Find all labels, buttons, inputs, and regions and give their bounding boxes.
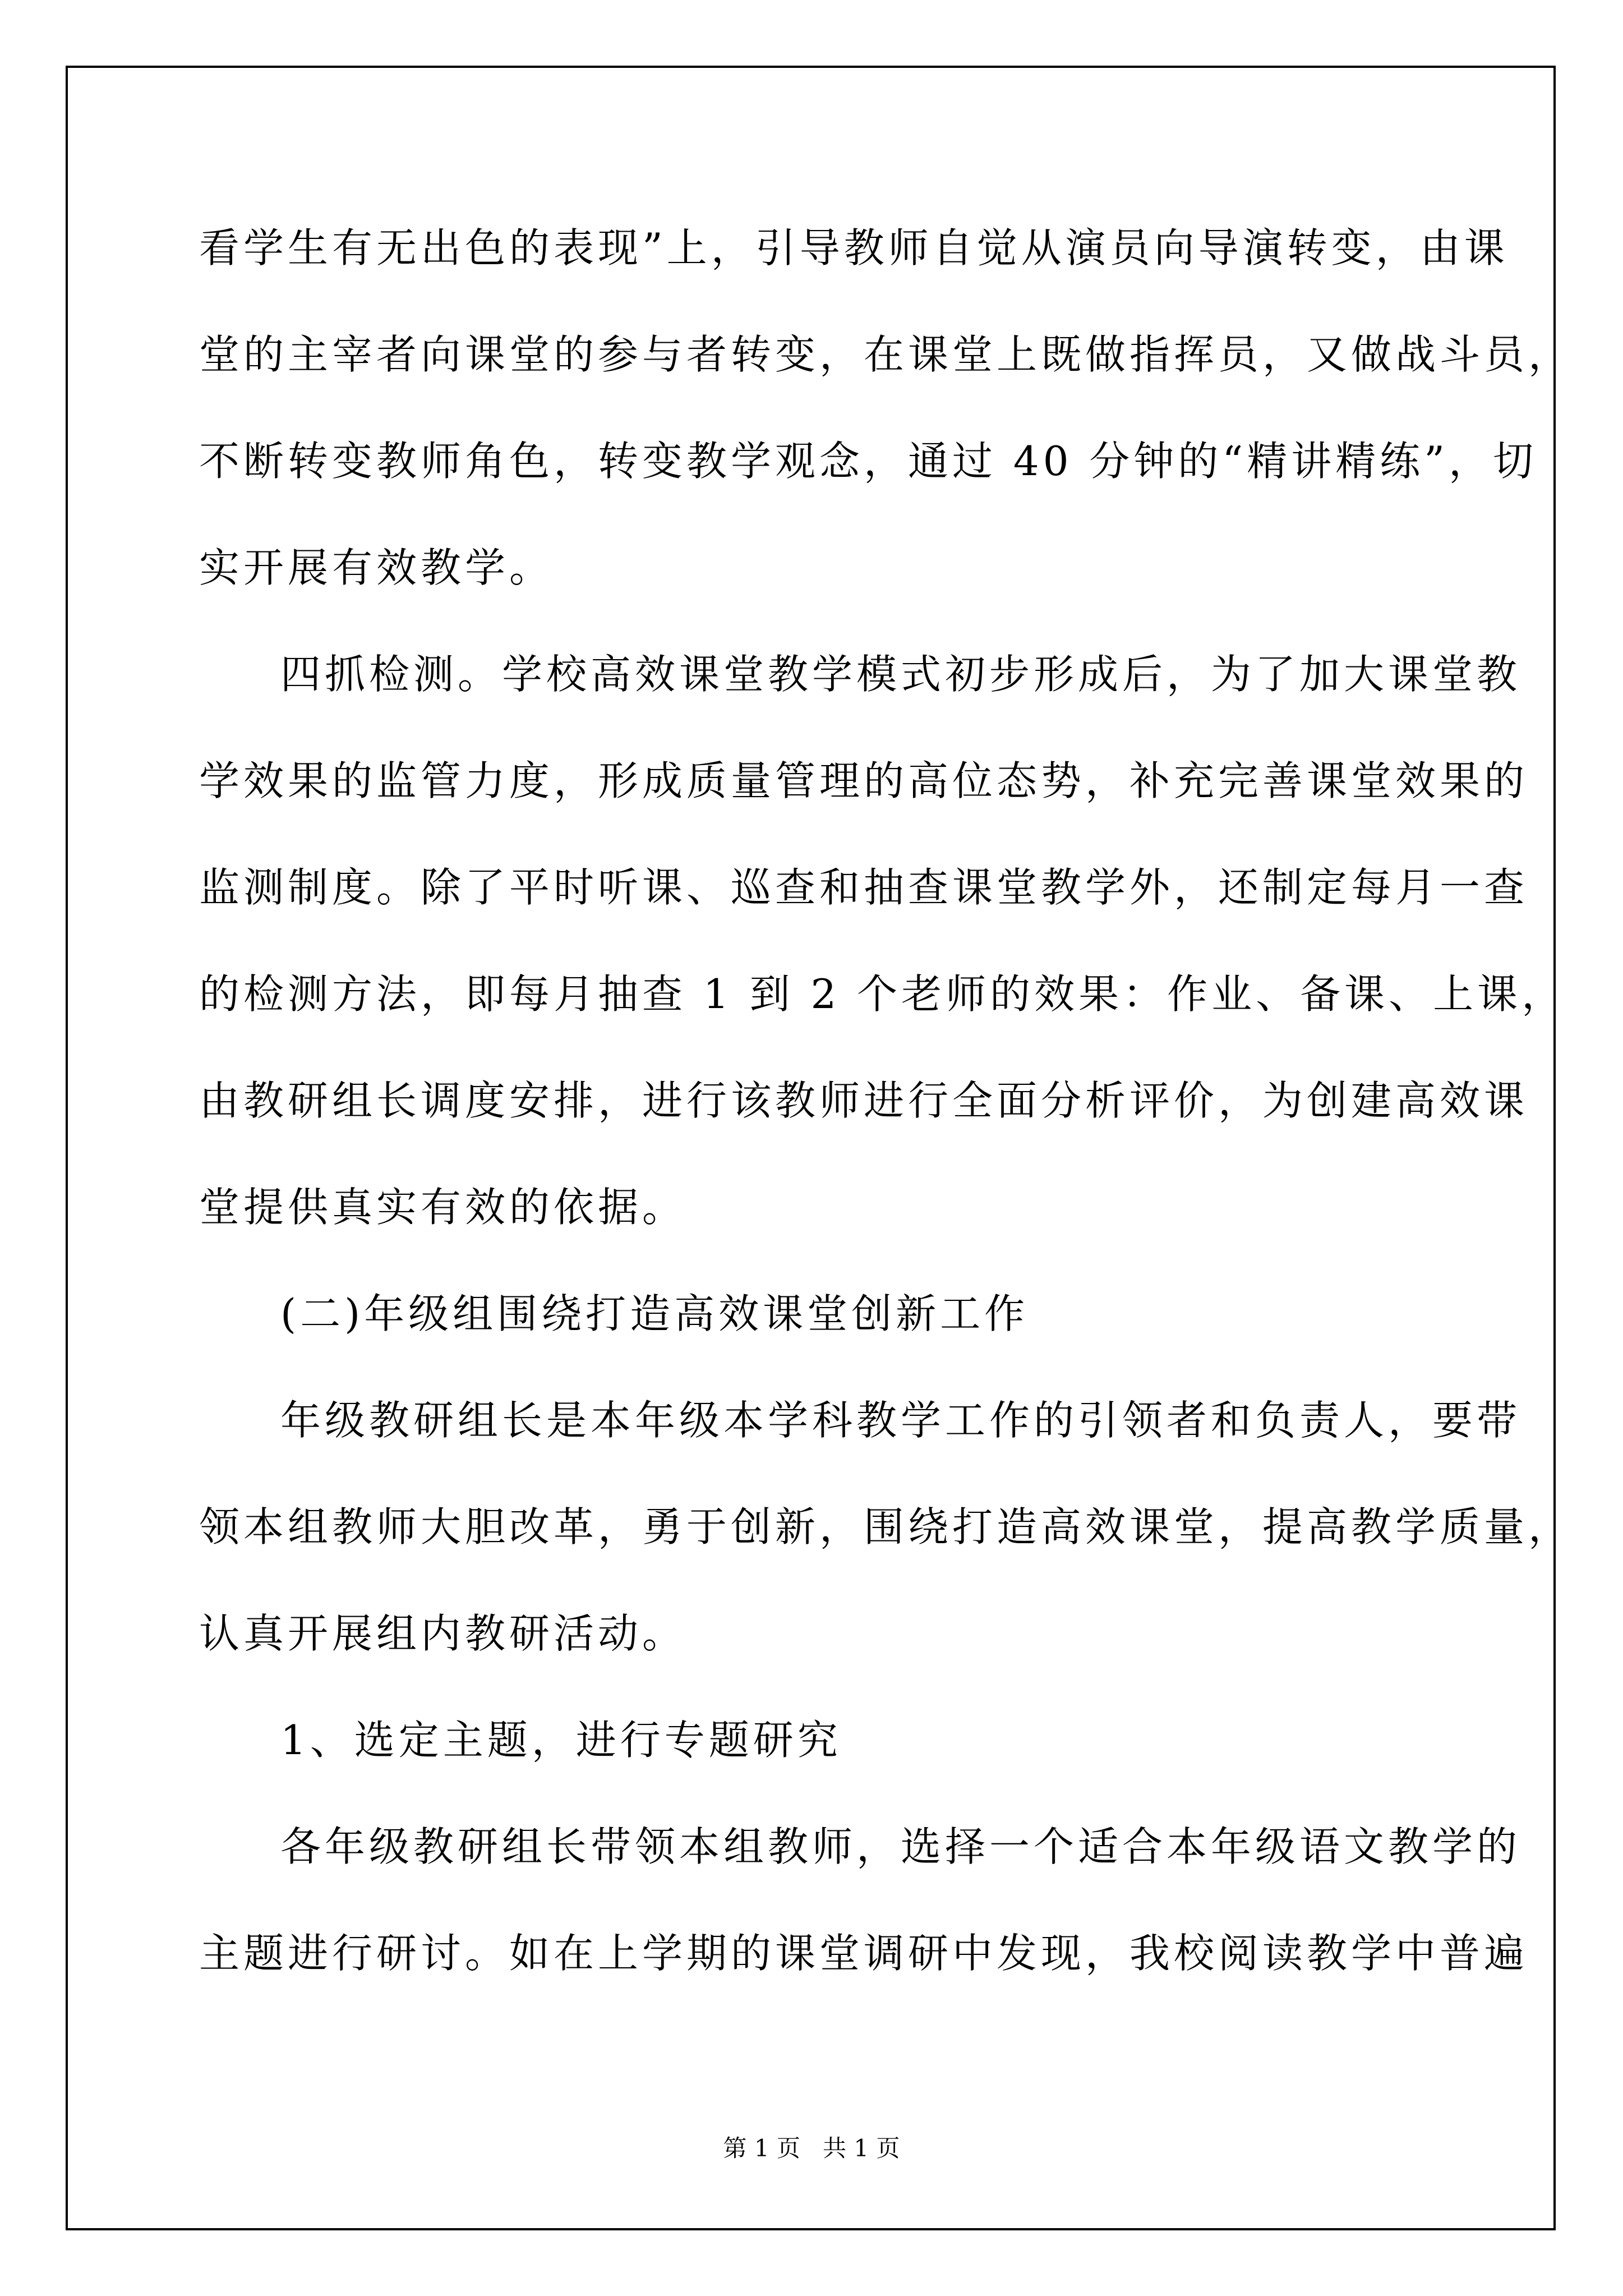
text-line-2: 堂的主宰者向课堂的参与者转变，在课堂上既做指挥员，又做战斗员， <box>199 331 1573 378</box>
text-line-4: 实开展有效教学。 <box>199 544 554 591</box>
text-line-7: 监测制度。除了平时听课、巡查和抽查课堂教学外，还制定每月一查 <box>199 864 1529 911</box>
text-line-14: 认真开展组内教研活动。 <box>199 1610 687 1657</box>
page-border <box>66 66 1556 2230</box>
text-line-16: 各年级教研组长带领本组教师，选择一个适合本年级语文教学的 <box>280 1823 1521 1870</box>
text-line-6: 学效果的监管力度，形成质量管理的高位态势，补充完善课堂效果的 <box>199 757 1529 804</box>
text-line-12: 年级教研组长是本年级本学科教学工作的引领者和负责人，要带 <box>280 1397 1521 1444</box>
text-line-10: 堂提供真实有效的依据。 <box>199 1184 687 1231</box>
page-footer: 第 1 页 共 1 页 <box>723 2134 900 2162</box>
text-line-8: 的检测方法，即每月抽查 1 到 2 个老师的效果：作业、备课、上课， <box>199 970 1566 1018</box>
subsection-heading: 1、选定主题，进行专题研究 <box>280 1717 842 1764</box>
section-heading: (二)年级组围绕打造高效课堂创新工作 <box>280 1290 1029 1337</box>
text-line-1: 看学生有无出色的表现”上，引导教师自觉从演员向导演转变，由课 <box>199 224 1509 272</box>
text-line-9: 由教研组长调度安排，进行该教师进行全面分析评价，为创建高效课 <box>199 1077 1529 1124</box>
text-line-3: 不断转变教师角色，转变教学观念，通过 40 分钟的“精讲精练”，切 <box>199 438 1538 485</box>
text-line-5: 四抓检测。学校高效课堂教学模式初步形成后，为了加大课堂教 <box>280 651 1521 698</box>
text-line-17: 主题进行研讨。如在上学期的课堂调研中发现，我校阅读教学中普遍 <box>199 1930 1529 1977</box>
text-line-13: 领本组教师大胆改革，勇于创新，围绕打造高效课堂，提高教学质量， <box>199 1503 1573 1550</box>
